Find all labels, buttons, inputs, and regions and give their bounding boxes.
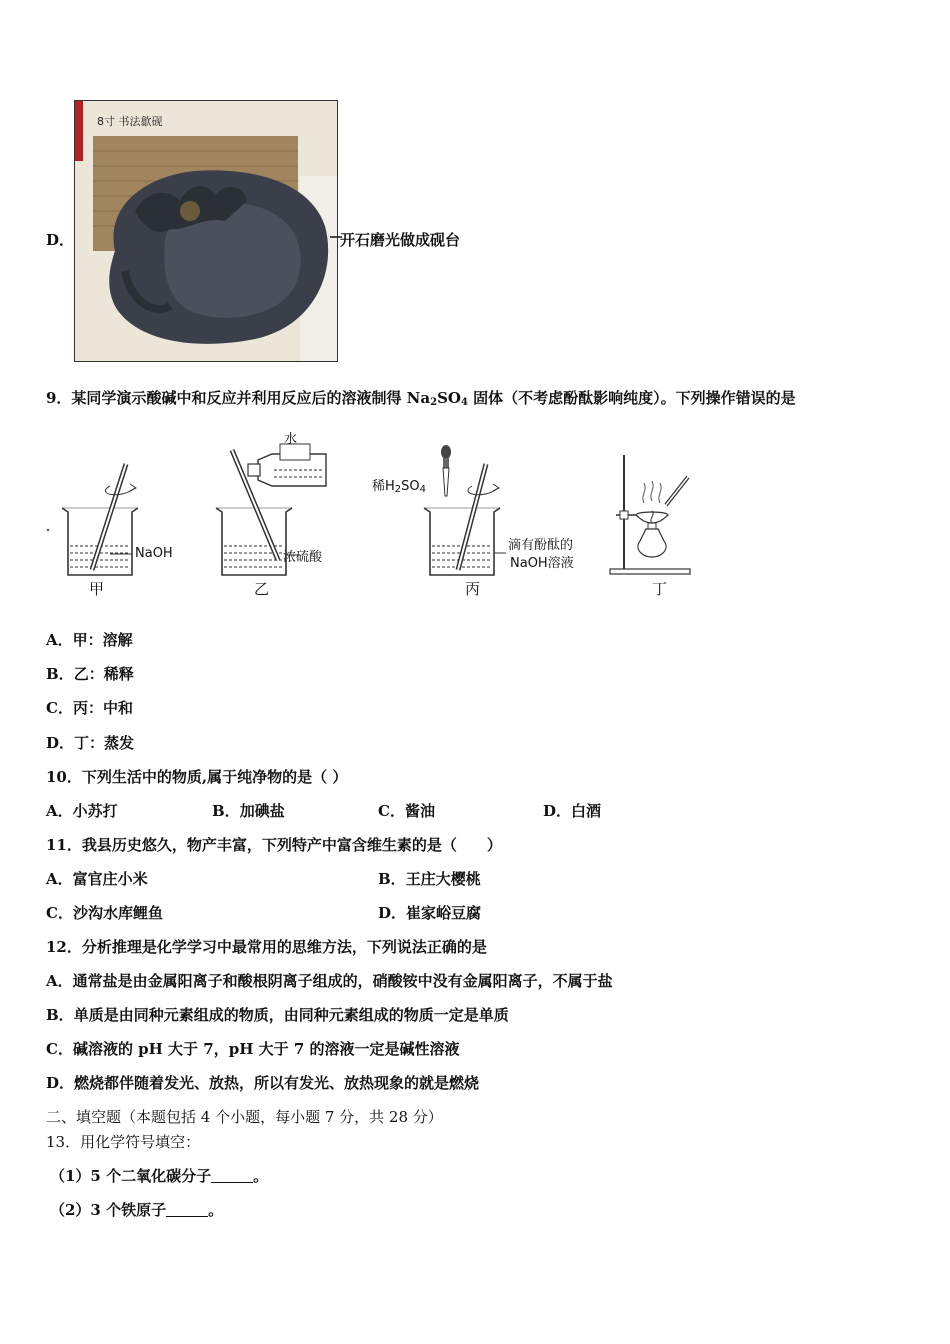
inkstone-image — [75, 101, 337, 361]
q9-option-c: C．丙：中和 — [46, 699, 133, 717]
q11-option-a: A．富官庄小米 — [46, 870, 148, 888]
q12-option-a: A．通常盐是由金属阳离子和酸根阴离子组成的，硝酸铵中没有金属阳离子，不属于盐 — [46, 972, 613, 990]
jia-label: 甲 — [89, 580, 105, 598]
figure-yi-beaker — [200, 420, 340, 600]
bing-label: 丙 — [465, 580, 481, 598]
q9-option-a: A．甲：溶解 — [46, 631, 133, 649]
yi-label: 乙 — [254, 580, 270, 598]
q13-stem: 13．用化学符号填空： — [46, 1133, 201, 1151]
q12-option-c: C．碱溶液的 pH 大于 7，pH 大于 7 的溶液一定是碱性溶液 — [46, 1040, 460, 1058]
q11-option-c: C．沙沟水库鲤鱼 — [46, 904, 163, 922]
q9-option-b: B．乙：稀释 — [46, 665, 134, 683]
yi-water: 水 — [284, 432, 298, 447]
figure-bing-beaker — [410, 440, 520, 600]
section2-title: 二、填空题（本题包括 4 个小题，每小题 7 分，共 28 分） — [46, 1108, 443, 1126]
q10-option-c: C．酱油 — [378, 802, 435, 820]
q10-stem: 10．下列生活中的物质,属于纯净物的是（ ） — [46, 768, 348, 786]
q11-option-b: B．王庄大樱桃 — [378, 870, 481, 888]
q13-item-1: （1）5 个二氧化碳分子 。 — [50, 1167, 269, 1185]
jia-reagent: NaOH — [135, 546, 173, 561]
q8-option-label: D． — [46, 231, 75, 249]
q13-item-2: （2）3 个铁原子 。 — [50, 1201, 224, 1219]
figure-ding-evaporation — [600, 445, 700, 580]
q9-stem: 9．某同学演示酸碱中和反应并利用反应后的溶液制得 $Na_2SO_4$ 固体（不考虑酚酞影响纯度）。下列操作错误的是 — [46, 389, 796, 408]
q12-option-d: D．燃烧都伴随着发光、放热，所以有发光、放热现象的就是燃烧 — [46, 1074, 480, 1092]
figure-jia-beaker — [40, 450, 200, 600]
q12-option-b: B．单质是由同种元素组成的物质，由同种元素组成的物质一定是单质 — [46, 1006, 509, 1024]
yi-reagent: 浓硫酸 — [283, 550, 323, 565]
q9-option-d: D．丁：蒸发 — [46, 734, 135, 752]
bing-dropper-label: 稀$H_2SO_4$ — [372, 479, 427, 495]
inkstone-photo — [74, 100, 338, 362]
q10-option-a: A．小苏打 — [46, 802, 118, 820]
q8-option-text: 开石磨光做成砚台 — [340, 231, 461, 249]
bing-reagent-line2: NaOH溶液 — [510, 556, 574, 571]
ding-label: 丁 — [652, 580, 668, 598]
q11-option-d: D．崔家峪豆腐 — [378, 904, 482, 922]
photo-caption: 8寸 书法歙砚 — [97, 115, 163, 128]
q10-option-d: D．白酒 — [543, 802, 602, 820]
answer-blank[interactable] — [166, 1202, 208, 1217]
bing-reagent-line1: 滴有酚酞的 — [508, 538, 574, 553]
q12-stem: 12．分析推理是化学学习中最常用的思维方法，下列说法正确的是 — [46, 938, 487, 956]
answer-blank[interactable] — [211, 1168, 253, 1183]
q10-option-b: B．加碘盐 — [212, 802, 285, 820]
q11-stem: 11．我县历史悠久，物产丰富，下列特产中富含维生素的是（ ） — [46, 836, 502, 854]
